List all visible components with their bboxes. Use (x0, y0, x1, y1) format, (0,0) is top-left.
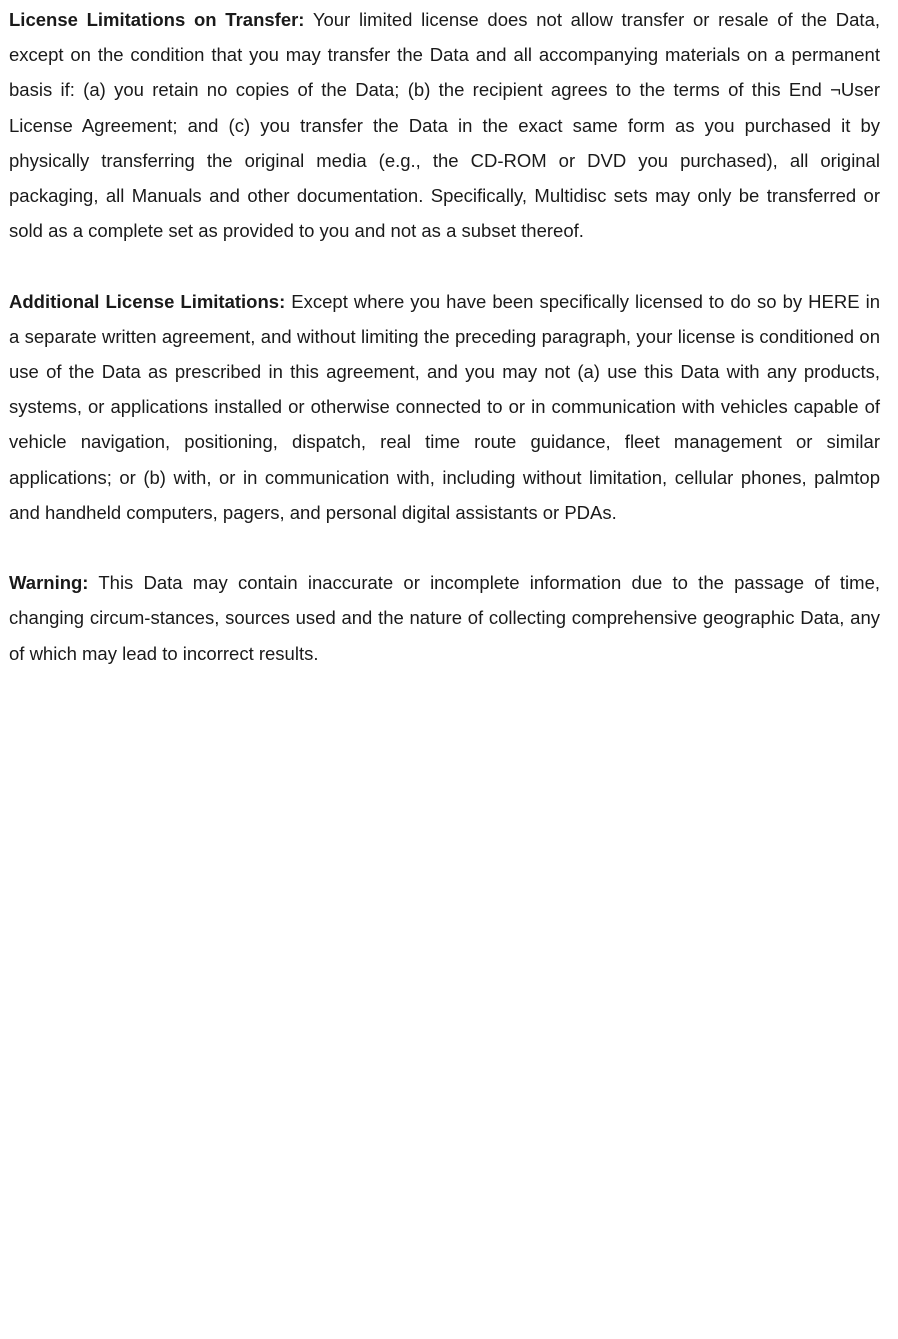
additional-limitations-heading: Additional License Limitations: (9, 290, 286, 312)
transfer-limitations-paragraph (9, 2, 880, 248)
warning-paragraph (9, 565, 880, 671)
warning-heading: Warning: (9, 572, 89, 594)
transfer-limitations-body: Your limited license does not allow transfer or resale of the Data, except on the condition that you may transfer the Data and all accompanying materials on a permanent basis if: (a) you retain no copies of the Data; (b) the recipient agrees to the terms of this End ¬User License Agreement; and (c) you transfer the Data in the exact same form as you purchased it by physically transferring the original media (e.g., the CD-ROM or DVD you purchased), all original packaging, all Manuals and other documentation. Specifically, Multidisc sets may only be transferred or sold as a complete set as provided to you and not as a subset thereof. (9, 9, 881, 242)
license-document (9, 2, 880, 671)
additional-limitations-body: Except where you have been specifically licensed to do so by HERE in a separate written agreement, and without limiting the preceding paragraph, your license is conditioned on use of the Data as prescribed in this agreement, and you may not (a) use this Data with any products, systems, or applications installed or otherwise connected to or in communication with vehicles capable of vehicle navigation, positioning, dispatch, real time route guidance, fleet management or similar applications; or (b) with, or in communication with, including without limitation, cellular phones, palmtop and handheld computers, pagers, and personal digital assistants or PDAs. (9, 290, 880, 523)
additional-limitations-paragraph (9, 284, 880, 530)
warning-body: This Data may contain inaccurate or incomplete information due to the passage of time, changing circum-stances, sources used and the nature of collecting comprehensive geographic Data, any of which may lead to incorrect results. (9, 572, 880, 664)
transfer-limitations-heading: License Limitations on Transfer: (9, 9, 305, 30)
